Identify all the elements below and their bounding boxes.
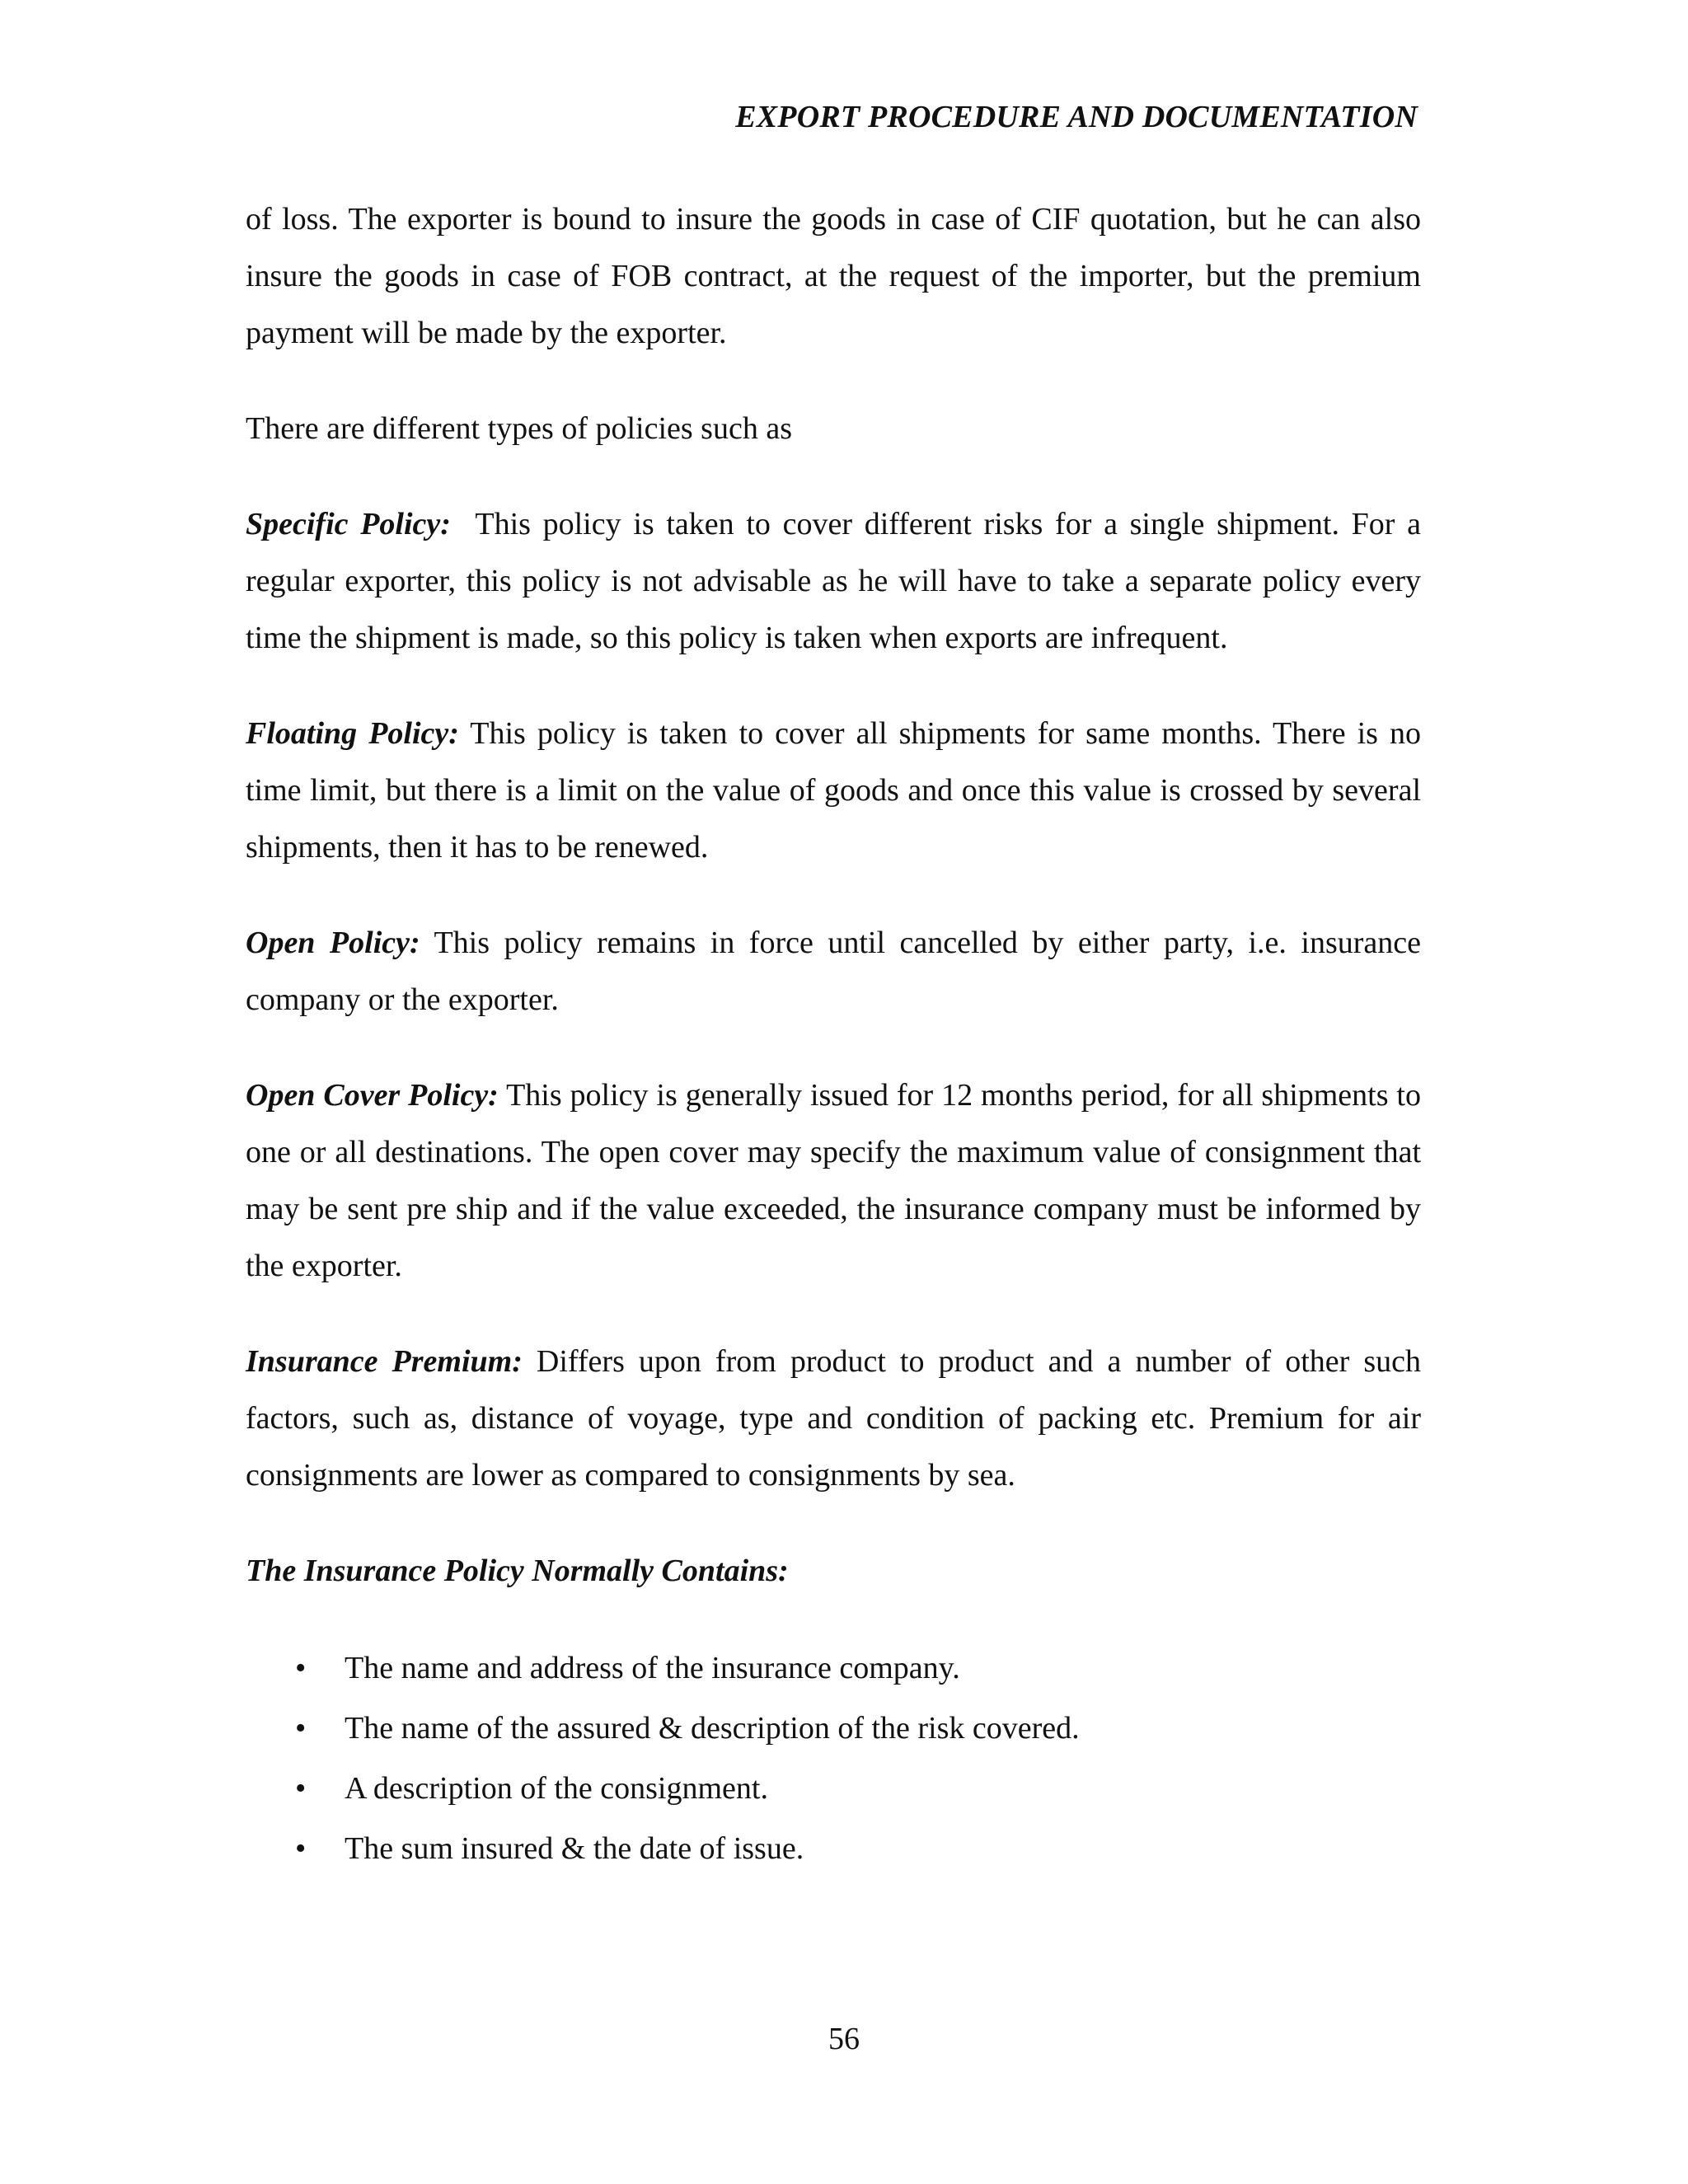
page-number: 56 bbox=[828, 2022, 860, 2056]
policy-term: Specific Policy: bbox=[246, 507, 451, 541]
policy-term: Insurance Premium: bbox=[246, 1344, 523, 1379]
list-item bbox=[246, 1819, 1421, 1879]
running-header: EXPORT PROCEDURE AND DOCUMENTATION bbox=[735, 100, 1418, 134]
list-item-text: The name of the assured & description of the risk covered. bbox=[345, 1711, 1080, 1746]
list-item-text: The sum insured & the date of issue. bbox=[345, 1831, 804, 1866]
intro-paragraph: of loss. The exporter is bound to insure the goods in case of CIF quotation, but he can also insure the goods in case of FOB contract, at the request of the importer, but the premium payment will be made by the exporter. bbox=[246, 202, 1421, 350]
policy-description: This policy is generally issued for 12 months period, for all shipments to one or all destinations. The open cover may specify the maximum value of consignment that may be sent pre ship and if the value exceeded, the insurance company must be informed by the exporter. bbox=[246, 1078, 1421, 1283]
policy-description: This policy is taken to cover all shipments for same months. There is no time limit, but there is a limit on the value of goods and once this value is crossed by several shipments, then it has to be renewed. bbox=[246, 716, 1421, 865]
policy-term: Floating Policy: bbox=[246, 716, 459, 751]
policy-contents-heading: The Insurance Policy Normally Contains: bbox=[246, 1554, 789, 1588]
bullet-icon: • bbox=[295, 1651, 307, 1685]
policy-contents-list bbox=[246, 1638, 1421, 1879]
policy-types-intro: There are different types of policies such as bbox=[246, 411, 792, 446]
list-item bbox=[246, 1699, 1421, 1759]
policy-specific bbox=[246, 496, 1421, 667]
insurance-premium bbox=[246, 1333, 1421, 1504]
list-item bbox=[246, 1759, 1421, 1819]
list-item-text: The name and address of the insurance company. bbox=[345, 1651, 960, 1685]
bullet-icon: • bbox=[295, 1711, 307, 1746]
policy-description: This policy is taken to cover different risks for a single shipment. For a regular exporter, this policy is not advisable as he will have to take a separate policy every time the shipment is made, so this policy is taken when exports are infrequent. bbox=[246, 507, 1422, 655]
policy-open bbox=[246, 915, 1421, 1029]
list-item-text: A description of the consignment. bbox=[345, 1771, 768, 1806]
list-item bbox=[246, 1638, 1421, 1699]
policy-floating bbox=[246, 705, 1421, 876]
policy-term: Open Policy: bbox=[246, 926, 420, 960]
bullet-icon: • bbox=[295, 1831, 307, 1866]
policy-term: Open Cover Policy: bbox=[246, 1078, 499, 1113]
page-body bbox=[246, 191, 1421, 1879]
policy-open-cover bbox=[246, 1067, 1421, 1295]
bullet-icon: • bbox=[295, 1771, 307, 1806]
policy-description: This policy remains in force until cancelled by either party, i.e. insurance company or the exporter. bbox=[246, 926, 1422, 1017]
policy-description: Differs upon from product to product and a number of other such factors, such as, distance of voyage, type and condition of packing etc. Premium for air consignments are lower as compared to consignments by sea. bbox=[246, 1344, 1422, 1493]
